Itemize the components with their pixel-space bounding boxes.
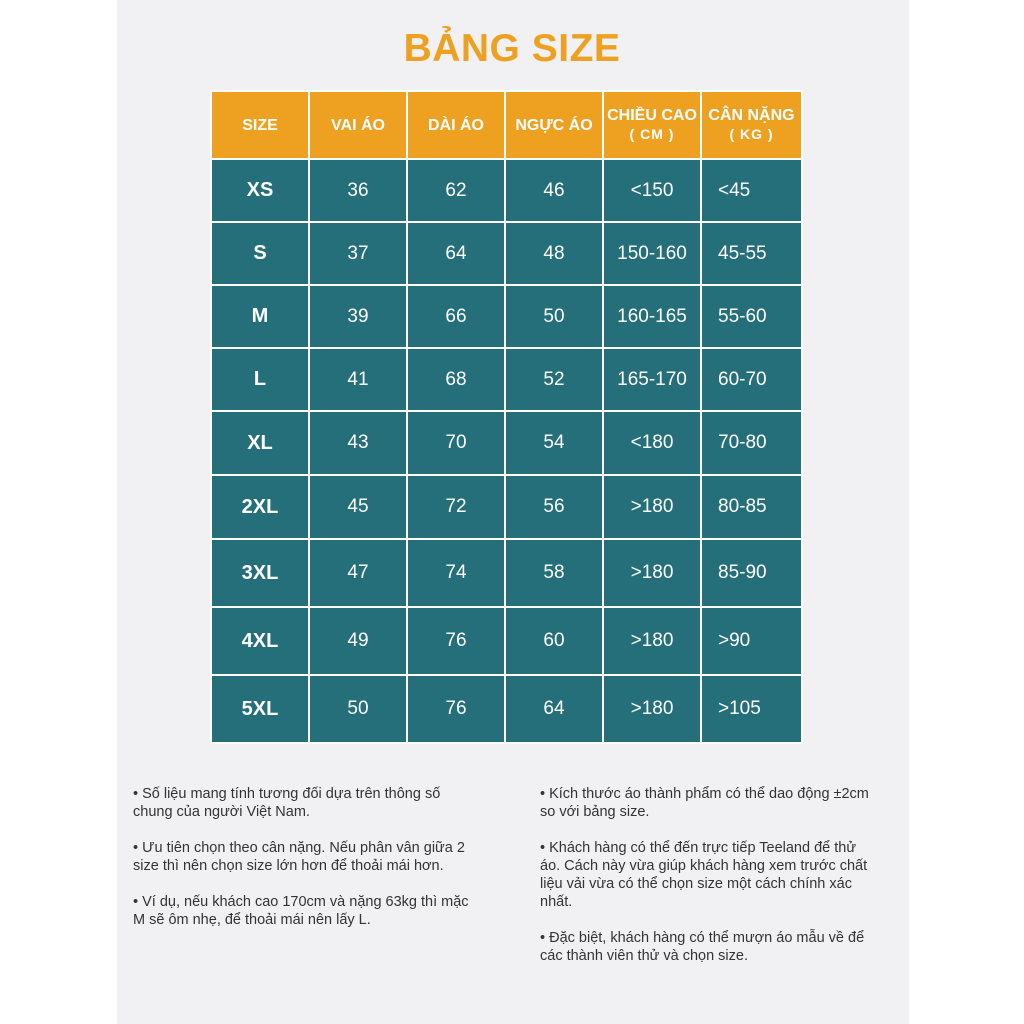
cell-dai-ao: 62 [407, 159, 505, 222]
cell-nguc-ao: 58 [505, 539, 603, 607]
table-body [211, 159, 802, 743]
cell-size: 2XL [211, 475, 309, 539]
table-row [211, 607, 802, 675]
cell-chieu-cao: <180 [603, 411, 701, 475]
table-row [211, 222, 802, 285]
table-row [211, 285, 802, 348]
table-row [211, 411, 802, 475]
cell-can-nang: >105 [701, 675, 802, 743]
cell-dai-ao: 76 [407, 607, 505, 675]
page-title: BẢNG SIZE [403, 27, 621, 70]
cell-can-nang: 45-55 [701, 222, 802, 285]
cell-nguc-ao: 50 [505, 285, 603, 348]
cell-chieu-cao: >180 [603, 675, 701, 743]
header-chieu-cao [603, 91, 701, 159]
cell-chieu-cao: >180 [603, 475, 701, 539]
cell-vai-ao: 39 [309, 285, 407, 348]
cell-chieu-cao: 160-165 [603, 285, 701, 348]
table-row [211, 348, 802, 411]
cell-size: XL [211, 411, 309, 475]
notes-right [540, 785, 880, 983]
cell-can-nang: 85-90 [701, 539, 802, 607]
cell-can-nang: <45 [701, 159, 802, 222]
header-unit: ( CM ) [629, 126, 675, 142]
note-item: • Số liệu mang tính tương đối dựa trên thông số chung của người Việt Nam. [133, 786, 441, 820]
cell-size: 3XL [211, 539, 309, 607]
header-label: NGỰC ÁO [515, 116, 593, 134]
cell-size: XS [211, 159, 309, 222]
note-item: • Khách hàng có thể đến trực tiếp Teeland để thử áo. Cách này vừa giúp khách hàng xem trước chất liệu vải vừa có thể chọn size một cách chính xác nhất. [540, 840, 868, 910]
header-label: VAI ÁO [331, 116, 385, 134]
header-label: DÀI ÁO [428, 116, 484, 134]
cell-chieu-cao: <150 [603, 159, 701, 222]
cell-dai-ao: 74 [407, 539, 505, 607]
cell-size: M [211, 285, 309, 348]
cell-can-nang: 70-80 [701, 411, 802, 475]
header-dai-ao [407, 91, 505, 159]
cell-can-nang: 55-60 [701, 285, 802, 348]
cell-can-nang: >90 [701, 607, 802, 675]
cell-nguc-ao: 48 [505, 222, 603, 285]
cell-chieu-cao: >180 [603, 539, 701, 607]
cell-vai-ao: 47 [309, 539, 407, 607]
note-item: • Đặc biệt, khách hàng có thể mượn áo mẫu về để các thành viên thử và chọn size. [540, 930, 865, 964]
cell-size: S [211, 222, 309, 285]
size-table [210, 90, 803, 744]
cell-nguc-ao: 46 [505, 159, 603, 222]
cell-nguc-ao: 52 [505, 348, 603, 411]
cell-vai-ao: 37 [309, 222, 407, 285]
note-item: • Kích thước áo thành phẩm có thể dao động ±2cm so với bảng size. [540, 786, 869, 820]
header-vai-ao [309, 91, 407, 159]
header-label: SIZE [242, 116, 278, 134]
cell-can-nang: 60-70 [701, 348, 802, 411]
cell-size: L [211, 348, 309, 411]
cell-vai-ao: 43 [309, 411, 407, 475]
header-label: CHIỀU CAO [607, 107, 697, 124]
cell-vai-ao: 49 [309, 607, 407, 675]
cell-size: 4XL [211, 607, 309, 675]
cell-vai-ao: 45 [309, 475, 407, 539]
cell-dai-ao: 76 [407, 675, 505, 743]
header-can-nang [701, 91, 802, 159]
header-size [211, 91, 309, 159]
notes-left [133, 785, 473, 947]
note-item: • Ưu tiên chọn theo cân nặng. Nếu phân vân giữa 2 size thì nên chọn size lớn hơn để thoải mái hơn. [133, 840, 465, 874]
header-label: CÂN NẶNG [708, 107, 795, 124]
cell-nguc-ao: 64 [505, 675, 603, 743]
cell-dai-ao: 64 [407, 222, 505, 285]
cell-nguc-ao: 56 [505, 475, 603, 539]
cell-chieu-cao: 150-160 [603, 222, 701, 285]
cell-chieu-cao: >180 [603, 607, 701, 675]
cell-vai-ao: 41 [309, 348, 407, 411]
note-item: • Ví dụ, nếu khách cao 170cm và nặng 63kg thì mặc M sẽ ôm nhẹ, để thoải mái nên lấy L. [133, 894, 469, 928]
header-row [211, 91, 802, 159]
cell-dai-ao: 70 [407, 411, 505, 475]
cell-can-nang: 80-85 [701, 475, 802, 539]
cell-vai-ao: 50 [309, 675, 407, 743]
header-nguc-ao [505, 91, 603, 159]
table-row [211, 675, 802, 743]
header-unit: ( KG ) [729, 126, 774, 142]
table-row [211, 475, 802, 539]
cell-nguc-ao: 60 [505, 607, 603, 675]
cell-dai-ao: 66 [407, 285, 505, 348]
table-row [211, 539, 802, 607]
cell-vai-ao: 36 [309, 159, 407, 222]
cell-size: 5XL [211, 675, 309, 743]
cell-dai-ao: 68 [407, 348, 505, 411]
cell-nguc-ao: 54 [505, 411, 603, 475]
cell-dai-ao: 72 [407, 475, 505, 539]
cell-chieu-cao: 165-170 [603, 348, 701, 411]
table-row [211, 159, 802, 222]
